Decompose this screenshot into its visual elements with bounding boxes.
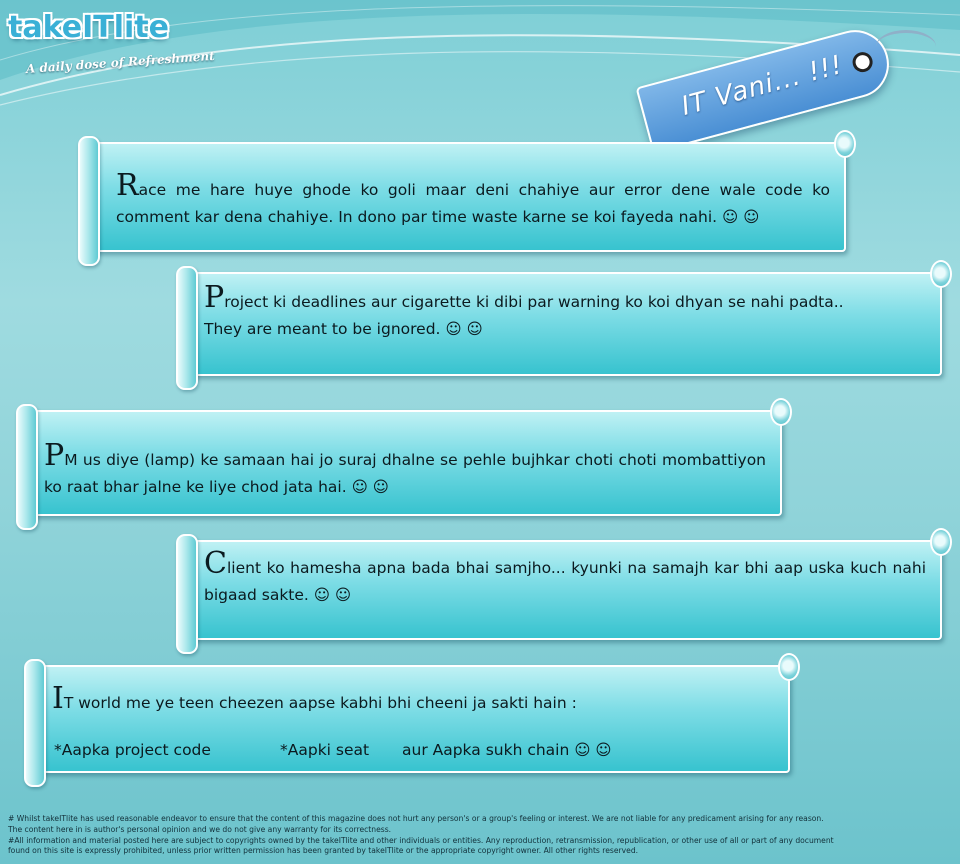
brand <box>8 10 216 76</box>
quote-text <box>204 280 926 343</box>
scroll-curl-left-icon <box>176 266 198 390</box>
quote-initial: P <box>204 280 225 315</box>
quote-initial: C <box>204 546 227 581</box>
quote-line-2: They are meant to be ignored. ☺ ☺ <box>204 320 483 338</box>
quote-text <box>52 681 774 717</box>
disclaimer-line: #All information and material posted here are subject to copyrights owned by the takeITlite and other individuals or entities. Any reproduction, retransmission, republication, or other use of all or part of any document <box>8 835 834 845</box>
list-item: *Aapki seat <box>280 741 370 759</box>
quote-initial: I <box>52 681 64 716</box>
quote-initial: R <box>116 168 139 203</box>
tag-hole-icon <box>850 50 874 74</box>
disclaimer-line: The content here in is author's personal opinion and we do not give any warranty for its correctness. <box>8 824 392 834</box>
quote-scroll-1 <box>88 142 846 252</box>
scroll-curl-left-icon <box>176 534 198 654</box>
scroll-curl-left-icon <box>24 659 46 787</box>
quote-body: ace me hare huye ghode ko goli maar deni chahiye aur error dene wale code ko comment kar dena chahiye. In dono par time waste karne se koi fayeda nahi. ☺ ☺ <box>116 181 830 226</box>
scroll-curl-left-icon <box>16 404 38 530</box>
quote-scroll-4 <box>186 540 942 640</box>
quote-body: T world me ye teen cheezen aapse kabhi bhi cheeni ja sakti hain : <box>63 694 577 712</box>
scroll-curl-left-icon <box>78 136 100 266</box>
disclaimer-line: found on this site is expressly prohibited, unless prior written permission has been granted by takeITlite or the appropriate copyright owner. All other rights reserved. <box>8 846 639 856</box>
disclaimer-line: # Whilst takeITlite has used reasonable endeavor to ensure that the content of this magazine does not hurt any person's or a group's feeling or interest. We are not liable for any predicament arising for any reason. <box>8 814 824 823</box>
quote-scroll-3 <box>26 410 782 516</box>
quote-body: M us diye (lamp) ke samaan hai jo suraj dhalne se pehle bujhkar choti choti mombattiyon ko raat bhar jalne ke liye chod jata hai. ☺ ☺ <box>44 451 766 496</box>
list-line <box>54 741 611 759</box>
scroll-curl-right-icon <box>778 653 800 681</box>
tag-title: IT Vani... !!! <box>678 49 847 122</box>
quote-body: lient ko hamesha apna bada bhai samjho... kyunki na samajh kar bhi aap uska kuch nahi bigaad sakte. ☺ ☺ <box>204 559 926 604</box>
tagline: A daily dose of Refreshment <box>25 48 216 76</box>
list-item: aur Aapka sukh chain ☺ ☺ <box>402 741 612 759</box>
quote-scroll-2 <box>186 272 942 376</box>
scroll-curl-right-icon <box>930 260 952 288</box>
disclaimer-footer <box>8 814 952 857</box>
quote-text <box>44 438 766 501</box>
scroll-curl-right-icon <box>930 528 952 556</box>
quote-initial: P <box>44 438 65 473</box>
quote-text <box>116 168 830 231</box>
tag-string-icon <box>876 30 936 63</box>
quote-text <box>204 546 926 609</box>
title-tag <box>630 20 930 150</box>
quote-line-1: roject ki deadlines aur cigarette ki dibi par warning ko koi dhyan se nahi padta.. <box>224 293 844 311</box>
tag-body <box>635 23 896 154</box>
scroll-curl-right-icon <box>770 398 792 426</box>
quote-scroll-5 <box>34 665 790 773</box>
logo: takeITlite <box>8 10 169 45</box>
list-item: *Aapka project code <box>54 741 211 759</box>
scroll-curl-right-icon <box>834 130 856 158</box>
